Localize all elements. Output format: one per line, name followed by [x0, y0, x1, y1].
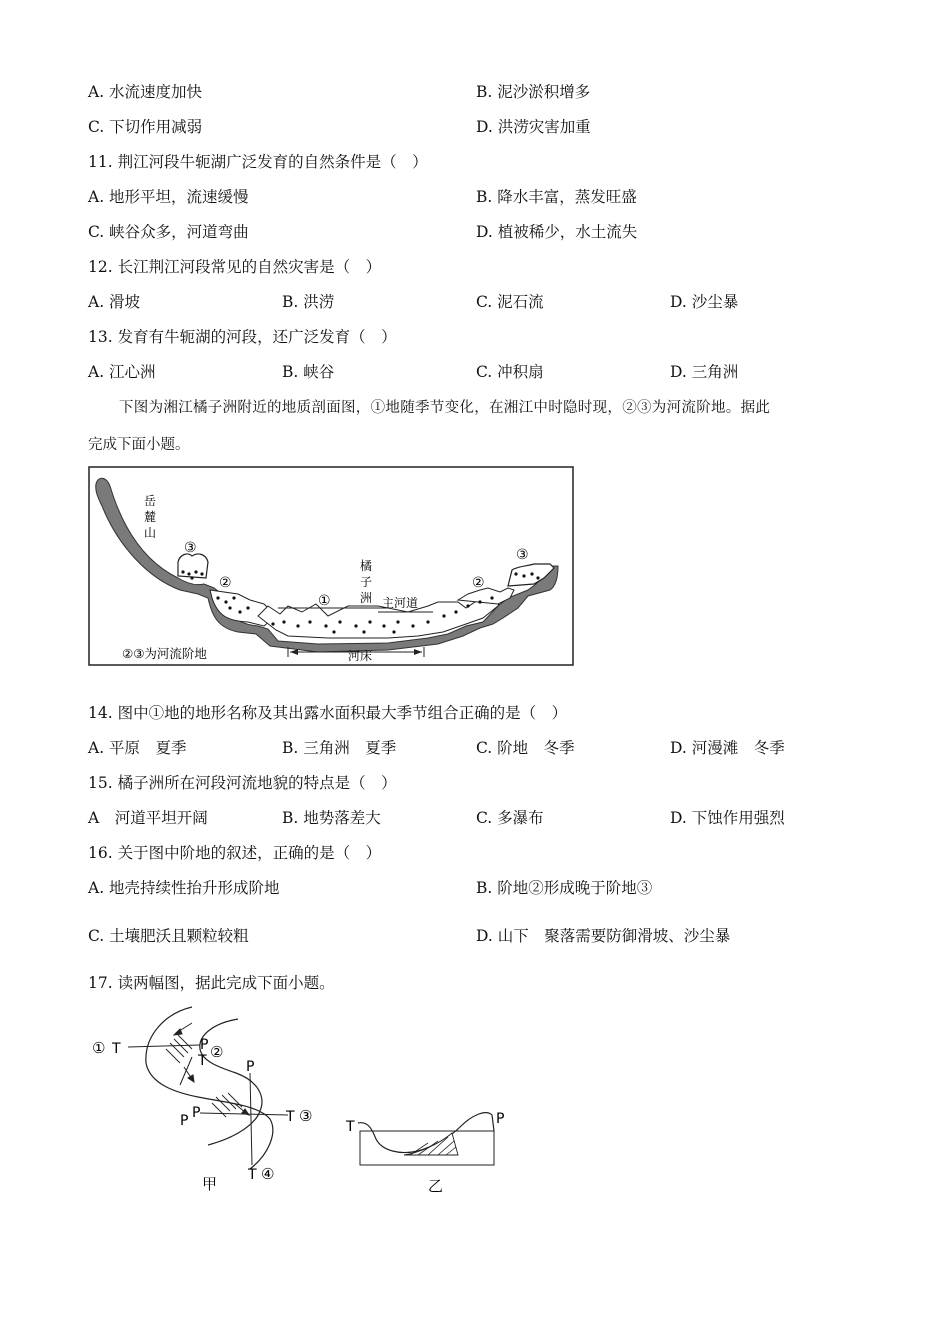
- q16-option-b: B. 阶地②形成晚于阶地③: [476, 879, 653, 897]
- label-yi-t: T: [346, 1119, 355, 1135]
- q14-option-a: A. 平原 夏季: [88, 739, 187, 757]
- label-p3a: P: [192, 1105, 201, 1121]
- section-line-2: [180, 1057, 192, 1085]
- marker-1-label: ①: [318, 593, 331, 609]
- label-yi-p: P: [496, 1111, 505, 1127]
- q10-option-a: A. 水流速度加快: [88, 83, 203, 101]
- q11-stem: 11. 荆江河段牛轭湖广泛发育的自然条件是（ ）: [88, 153, 428, 171]
- q14-option-d: D. 河漫滩 冬季: [670, 739, 785, 757]
- flow-arrows: [174, 1023, 249, 1115]
- terrace-3-left-label: ③: [184, 540, 197, 556]
- q16-option-a: A. 地壳持续性抬升形成阶地: [88, 879, 280, 897]
- terrace-2-left-label: ②: [219, 575, 232, 591]
- label-t1: T: [112, 1041, 121, 1057]
- q13-option-a: A. 江心洲: [88, 363, 156, 381]
- terrace-2-right-label: ②: [472, 575, 485, 591]
- q15-option-c: C. 多瀑布: [476, 809, 544, 827]
- label-p4: P: [246, 1059, 255, 1075]
- label-yi: 乙: [428, 1177, 444, 1195]
- q11-option-c: C. 峡谷众多，河道弯曲: [88, 223, 249, 241]
- label-t3: T: [286, 1109, 295, 1125]
- q13-option-c: C. 冲积扇: [476, 363, 544, 381]
- q12-option-c: C. 泥石流: [476, 293, 544, 311]
- island-label-2: 子: [360, 575, 373, 589]
- q12-option-b: B. 洪涝: [282, 293, 335, 311]
- main-channel-label: 主河道: [382, 596, 419, 610]
- label-jia: 甲: [202, 1175, 218, 1193]
- riverbed-label: 河床: [348, 649, 373, 663]
- q16-option-c: C. 土壤肥沃且颗粒较粗: [88, 927, 249, 945]
- q15-option-b: B. 地势落差大: [282, 809, 381, 827]
- deposit-hatch-upper: [166, 1035, 192, 1063]
- meander-figure: [88, 1005, 528, 1200]
- q11-option-b: B. 降水丰富，蒸发旺盛: [476, 188, 637, 206]
- label-s1: ①: [92, 1039, 106, 1057]
- label-s3: ③: [299, 1107, 313, 1125]
- intro-line-1: 下图为湘江橘子洲附近的地质剖面图，①地随季节变化，在湘江中时隐时现，②③为河流阶地。据此: [119, 400, 771, 416]
- q10-option-d: D. 洪涝灾害加重: [476, 118, 591, 136]
- q14-option-c: C. 阶地 冬季: [476, 739, 575, 757]
- intro-line-2: 完成下面小题。: [88, 437, 190, 453]
- q14-stem: 14. 图中①地的地形名称及其出露水面积最大季节组合正确的是（ ）: [88, 704, 568, 722]
- terrace-3-right-label: ③: [516, 547, 529, 563]
- section-line-4: [250, 1073, 252, 1165]
- q10-option-b: B. 泥沙淤积增多: [476, 83, 591, 101]
- label-s2: ②: [210, 1043, 224, 1061]
- q16-stem: 16. 关于图中阶地的叙述，正确的是（ ）: [88, 844, 382, 862]
- river-bank-inner: [200, 1019, 262, 1145]
- q15-option-a: A 河道平坦开阔: [88, 809, 208, 827]
- q17-stem: 17. 读两幅图，据此完成下面小题。: [88, 974, 335, 992]
- geologic-profile-figure: [88, 466, 575, 667]
- q14-option-b: B. 三角洲 夏季: [282, 739, 397, 757]
- q16-option-d: D. 山下 聚落需要防御滑坡、沙尘暴: [476, 927, 731, 945]
- q13-option-b: B. 峡谷: [282, 363, 335, 381]
- label-s4: ④: [261, 1165, 275, 1183]
- q13-stem: 13. 发育有牛轭湖的河段，还广泛发育（ ）: [88, 328, 397, 346]
- q10-option-c: C. 下切作用减弱: [88, 118, 203, 136]
- q12-option-a: A. 滑坡: [88, 293, 141, 311]
- island-label-3: 洲: [360, 591, 373, 605]
- label-t4: T: [248, 1167, 257, 1183]
- q12-stem: 12. 长江荆江河段常见的自然灾害是（ ）: [88, 258, 382, 276]
- mountain-label-3: 山: [144, 526, 157, 540]
- q15-stem: 15. 橘子洲所在河段河流地貌的特点是（ ）: [88, 774, 397, 792]
- label-t2: T: [198, 1053, 207, 1069]
- island-label-1: 橘: [360, 559, 373, 573]
- terrace-note: ②③为河流阶地: [122, 646, 207, 661]
- q11-option-d: D. 植被稀少，水土流失: [476, 223, 638, 241]
- label-p3b: P: [180, 1113, 189, 1129]
- mountain-label-1: 岳: [144, 494, 157, 508]
- q12-option-d: D. 沙尘暴: [670, 293, 739, 311]
- label-p2: P: [200, 1037, 209, 1053]
- q13-option-d: D. 三角洲: [670, 363, 739, 381]
- mountain-label-2: 麓: [144, 510, 157, 524]
- q11-option-a: A. 地形平坦，流速缓慢: [88, 188, 249, 206]
- q15-option-d: D. 下蚀作用强烈: [670, 809, 785, 827]
